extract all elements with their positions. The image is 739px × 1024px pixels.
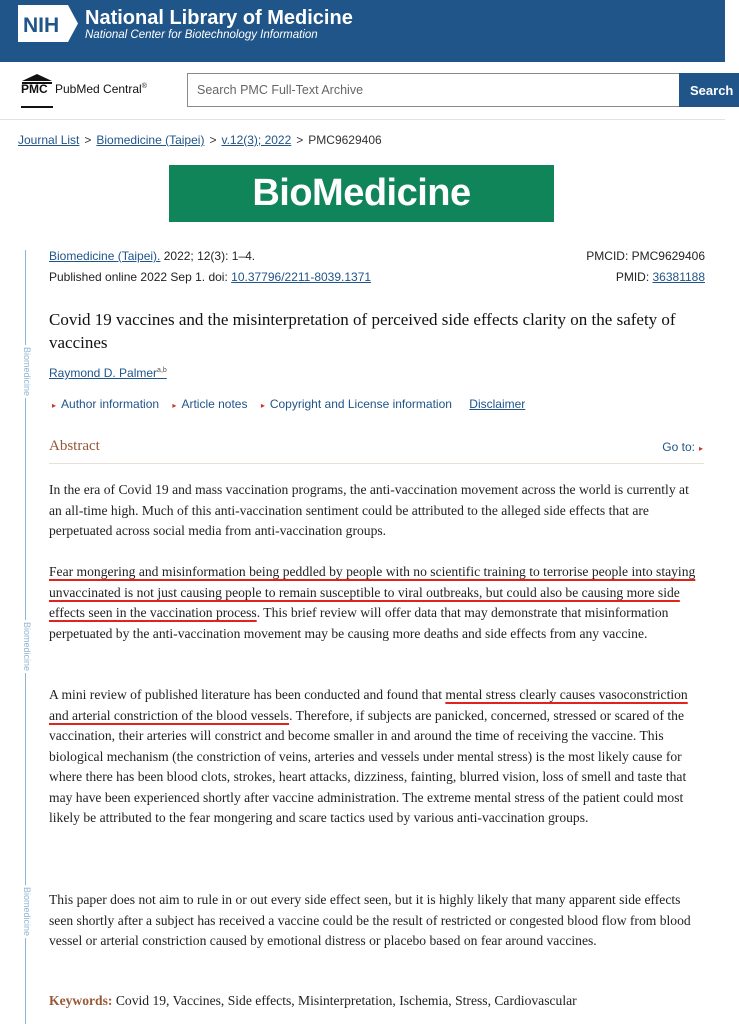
pmcid: PMCID: PMC9629406: [586, 249, 705, 263]
breadcrumb-journal[interactable]: Biomedicine (Taipei): [96, 133, 205, 147]
pmid-line: PMID: 36381188: [615, 270, 705, 284]
pmc-logo-text[interactable]: PMC: [21, 82, 48, 96]
goto-button[interactable]: Go to: ▸: [662, 440, 703, 454]
abstract-divider: [49, 463, 704, 464]
nih-subtitle: National Center for Biotechnology Information: [85, 29, 318, 41]
abstract-paragraph-1: In the era of Covid 19 and mass vaccination programs, the anti-vaccination movement across the world is currently at an all-time high. Much of this anti-vaccination sentiment could be attributed to the alleged side effects that are perpetuated across social media from anti-vaccination groups.: [49, 482, 689, 538]
info-links: [52, 397, 525, 411]
abstract-heading: Abstract: [49, 438, 100, 454]
author-link[interactable]: Raymond D. Palmer$^{a,b}$: [49, 366, 167, 380]
article-notes-link[interactable]: ▸ Article notes: [172, 397, 248, 411]
doi-link[interactable]: 10.37796/2211-8039.1371: [231, 270, 372, 284]
side-label: Biomedicine: [18, 345, 32, 398]
triangle-right-icon: ▸: [698, 444, 703, 453]
breadcrumb-current: PMC9629406: [308, 133, 382, 147]
citation-line: Biomedicine (Taipei). 2022; 12(3): 1–4.: [49, 249, 256, 263]
side-label: Biomedicine: [18, 620, 32, 673]
search-input[interactable]: [187, 73, 679, 107]
pmc-header: [0, 62, 734, 120]
nih-title[interactable]: National Library of Medicine: [85, 7, 353, 29]
citation-journal-link[interactable]: Biomedicine (Taipei).: [49, 249, 161, 263]
article-title: Covid 19 vaccines and the misinterpretation of perceived side effects clarity on the safety of vaccines: [49, 310, 676, 352]
side-label: Biomedicine: [18, 885, 32, 938]
keywords: [49, 993, 709, 1009]
author-affiliation: a,b: [157, 367, 167, 374]
abstract-paragraph-3: A mini review of published literature has been conducted and found that mental stress clearly causes vasoconstriction and arterial constriction of the blood vessels. Therefore, if subjects are panicked, concerned, stressed or scared of the vaccination, their arteries will constrict and become smaller in and around the time of receiving the vaccine. This biological mechanism (the constriction of veins, arteries and vessels under mental stress) is the most likely cause for where there has been blood clots, strokes, heart attacks, dizziness, fainting, blurred vision, loss of smell and taste that may have been experienced shortly after vaccine administration. The extreme mental stress of the patient could most likely be attributed to the fear mongering and scare tactics used by various anti-vaccination groups.: [49, 687, 688, 825]
triangle-right-icon: ▸: [260, 401, 265, 410]
breadcrumb-journal-list[interactable]: Journal List: [18, 133, 80, 147]
search-button[interactable]: Search: [679, 73, 739, 107]
abstract-paragraph-2: Fear mongering and misinformation being peddled by people with no scientific training to terrorise people into staying unvaccinated is not just causing people to remain susceptible to viral outbreaks, but could also be causing more side effects seen in the vaccination process. This brief review will offer data that may demonstrate that misinformation perpetuated by the anti-vaccination movement may be causing more deaths and side effects from any vaccine.: [49, 564, 696, 641]
nih-banner: [0, 0, 725, 62]
disclaimer-link[interactable]: Disclaimer: [469, 397, 526, 411]
pmc-name[interactable]: PubMed Central®: [55, 82, 147, 96]
pmid-link[interactable]: 36381188: [652, 270, 705, 284]
abstract-paragraph-4: This paper does not aim to rule in or out every side effect seen, but it is highly likely that many apparent side effects seen shortly after a subject has received a vaccine could be the result of restricted or congested blood flow from blood vessel or arterial constriction caused by emotional distress or placebo based on fear around vaccines.: [49, 892, 691, 948]
keywords-label: Keywords:: [49, 993, 113, 1008]
nih-logo[interactable]: [18, 5, 78, 42]
published-line: Published online 2022 Sep 1. doi: 10.37796/2211-8039.1371: [49, 270, 372, 284]
author-information-link[interactable]: ▸ Author information: [52, 397, 160, 411]
copyright-license-link[interactable]: ▸ Copyright and License information: [260, 397, 452, 411]
breadcrumb: Journal List > Biomedicine (Taipei) > v.12(3); 2022 > PMC9629406: [18, 133, 382, 147]
keywords-list: Covid 19, Vaccines, Side effects, Misinterpretation, Ischemia, Stress, Cardiovascular: [112, 993, 577, 1008]
red-underline-annotation: mental stress clearly causes vasoconstriction and arterial constriction of the blood vessels: [49, 687, 688, 723]
triangle-right-icon: ▸: [52, 401, 57, 410]
journal-banner[interactable]: BioMedicine: [169, 165, 554, 222]
svg-text:NIH: NIH: [23, 14, 60, 37]
triangle-right-icon: ▸: [172, 401, 177, 410]
breadcrumb-issue[interactable]: v.12(3); 2022: [221, 133, 292, 147]
red-underline-annotation: Fear mongering and misinformation being peddled by people with no scientific training to terrorise people into staying unvaccinated is not just causing people to remain susceptible to viral outbreaks, but could also be causing more side effects seen in the vaccination process: [49, 564, 696, 620]
